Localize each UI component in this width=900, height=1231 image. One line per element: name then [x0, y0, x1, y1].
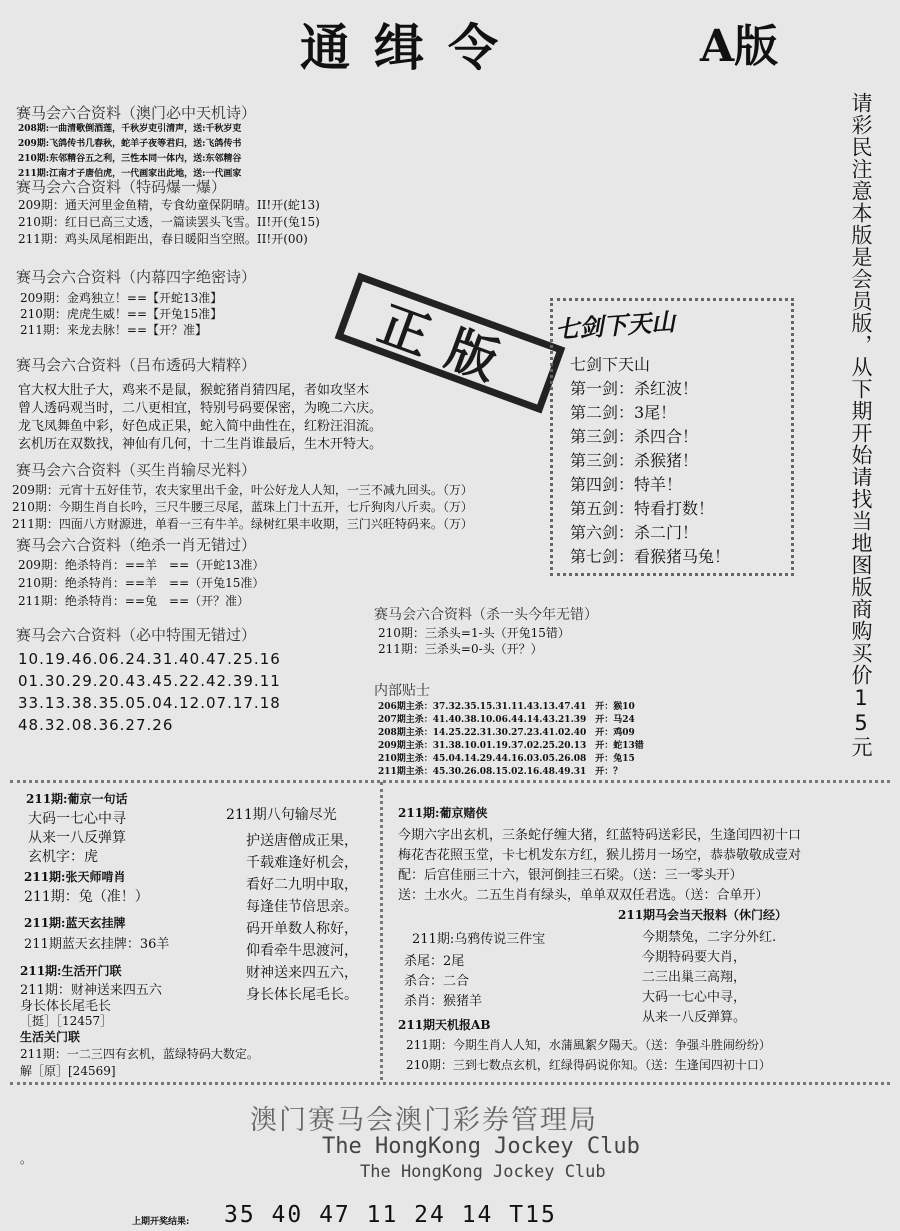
club-name: The HongKong Jockey Club [322, 1134, 640, 1159]
list-item: 看好二九明中取， [246, 877, 358, 893]
last-draw-numbers: 35 40 47 11 24 14 T15 [224, 1202, 557, 1228]
section-title-shayitou: 赛马会六合资料（杀一头今年无错） [374, 607, 598, 623]
number-row: 10.19.46.06.24.31.40.47.25.16 [18, 650, 281, 668]
list-item: ［挺］［12457］ [20, 1014, 113, 1028]
list-item: 211期：来龙去脉！==【开？准】 [20, 323, 208, 337]
list-item: 209期主杀：31.38.10.01.19.37.02.25.20.13 开：蛇13错 [378, 741, 644, 751]
list-item: 杀尾：2尾 [404, 954, 465, 969]
list-item: 今期特码要大肖， [642, 950, 747, 965]
list-item: 210期：今期生肖自长吟，三尺牛腰三尽尾，蓝珠上门十五开，七斤狗肉八斤卖。（万） [12, 500, 473, 514]
section-title-shengxiao: 赛马会六合资料（买生肖输尽光料） [16, 461, 257, 479]
section-title-duxia: 211期:葡京赌侠 [398, 806, 488, 820]
list-item: 配：后宫佳丽三十六，银河倒挂三石梁。（送：三一零头开） [398, 868, 743, 883]
list-item: 第六剑：杀二门！ [570, 523, 699, 542]
list-item: 211期:生活开门联 [20, 964, 122, 978]
list-item: 209期：金鸡独立！==【开蛇13准】 [20, 291, 223, 305]
list-item: 第五剑：特看打数！ [570, 499, 715, 518]
list-item: 身长体长尾毛长 [20, 999, 112, 1014]
list-item: 杀肖：猴猪羊 [404, 994, 483, 1009]
list-item: 210期主杀：45.04.14.29.44.16.03.05.26.08 开：兔15 [378, 754, 635, 764]
list-item: 第三剑：杀猴猪！ [570, 451, 699, 470]
list-item: 210期：三到七数点玄机，红绿得码说你知。（送：生逢闰四初十口） [406, 1058, 771, 1072]
list-item: 208期主杀：14.25.22.31.30.27.23.41.02.40 开：鸡09 [378, 728, 635, 738]
number-row: 01.30.29.20.43.45.22.42.39.11 [18, 672, 281, 690]
list-item: 211期蓝天玄挂牌：36羊 [24, 937, 170, 952]
list-item: 二三出巢三高翔， [642, 970, 747, 985]
list-item: 211期：绝杀特肖：==兔 ==（开？准） [18, 594, 250, 608]
divider [10, 1082, 890, 1085]
genuine-stamp: 正版 [335, 272, 566, 413]
number-row: 33.13.38.35.05.04.12.07.17.18 [18, 694, 281, 712]
list-item: 211期:葡京一句话 [26, 792, 128, 806]
list-item: 206期主杀：37.32.35.15.31.11.43.13.47.41 开：猴10 [378, 702, 635, 712]
list-item: 211期:江南才子唐伯虎，一代画家出此地，送:一代画家 [18, 169, 242, 179]
list-item: 209期:飞鸽传书几春秋，蛇羊子夜等君归，送:飞鸽传书 [18, 139, 242, 149]
list-item: 211期:蓝天玄挂牌 [24, 916, 126, 930]
list-item: 211期：兔（准！） [24, 889, 149, 905]
section-title-baoliao: 211期马会当天报料（休门经） [618, 908, 788, 922]
list-item: 从来一八反弹算 [28, 830, 126, 846]
divider [10, 780, 890, 783]
list-item: 211期：一二三四有玄机，蓝绿特码大数定。 [20, 1047, 259, 1061]
list-item: 第四剑：特羊！ [570, 475, 683, 494]
list-item: 210期：虎虎生威！==【开兔15准】 [20, 307, 223, 321]
list-item: 码开单数人称好， [246, 921, 358, 937]
list-item: 今期禁兔，二字分外红. [642, 930, 777, 945]
list-item: 210期:东邻精谷五之利，三性本同一体内，送:东邻精谷 [18, 154, 242, 164]
list-item: 曾人透码观当时，二八更相宜，特别号码要保密，为晚二六庆。 [18, 401, 383, 416]
list-item: 护送唐僧成正果， [246, 833, 358, 849]
list-item: 第一剑：杀红波！ [570, 379, 699, 398]
list-item: 第三剑：杀四合！ [570, 427, 699, 446]
section-title-neibu: 内部贴士 [374, 683, 430, 699]
list-item: 梅花杏花照玉堂，卡七机发东方红，猴儿捞月一场空，恭恭敬敬成壹对 [398, 848, 802, 863]
bureau-name: 澳门赛马会澳门彩券管理局 [250, 1105, 598, 1136]
club-name-secondary: The HongKong Jockey Club [360, 1162, 606, 1182]
list-item: 解［原］[24569] [20, 1064, 116, 1078]
list-item: 每逢佳节倍思亲。 [246, 899, 358, 915]
dot-mark: 。 [20, 1152, 33, 1166]
list-item: 209期：绝杀特肖：==羊 ==（开蛇13准） [18, 558, 265, 572]
section-title-tianjibao: 211期天机报AB [398, 1018, 491, 1032]
section-title-neimu: 赛马会六合资料（内幕四字绝密诗） [16, 268, 257, 286]
list-item: 生活关门联 [20, 1030, 81, 1044]
list-item: 211期：财神送来四五六 [20, 983, 162, 998]
list-item: 第二剑：3尾！ [570, 403, 677, 422]
member-notice: 请彩民注意本版是会员版，从下期开始请找当地图版商购买价15元 [849, 92, 873, 758]
list-item: 龙飞凤舞鱼中彩，好色成正果，蛇入简中曲性在，红粉汪泪流。 [18, 419, 383, 434]
list-item: 今期六字出玄机，三条蛇仔缠大猪，红蓝特码送彩民，生逢闰四初十口 [398, 828, 802, 843]
list-item: 玄机字：虎 [28, 849, 98, 865]
list-item: 211期：鸡头凤尾相距出，春日暖阳当空照。II!开(00) [18, 232, 308, 246]
list-item: 210期：红日已高三丈透，一篇读罢头飞雪。II!开(兔15) [18, 215, 320, 229]
list-item: 211期：四面八方财源进，单看一三有牛羊。绿树红果丰收期，三门兴旺特码来。（万） [12, 517, 473, 531]
section-title-tema: 赛马会六合资料（特码爆一爆） [16, 178, 227, 196]
list-item: 210期：绝杀特肖：==羊 ==（开兔15准） [18, 576, 265, 590]
list-item: 送：土水火。二五生肖有绿头，单单双双任君选。（送：合单开） [398, 888, 769, 903]
seven-sword-logo: 七剑下天山 [554, 306, 677, 345]
divider [380, 782, 383, 1080]
list-item: 211期:张天师啃肖 [24, 870, 126, 884]
list-item: 杀合：二合 [404, 974, 470, 989]
list-item: 208期:一曲清歌倒酒莲，千秋岁吏引清声，送:千秋岁吏 [18, 124, 242, 134]
section-title-baju: 211期八句输尽光 [226, 807, 337, 823]
list-item: 211期：今期生肖人人知，水蒲風絮夕陽天。（送：争强斗胜闹纷纷） [406, 1038, 771, 1052]
list-item: 207期主杀：41.40.38.10.06.44.14.43.21.39 开：马24 [378, 715, 635, 725]
list-item: 身长体长尾毛长。 [246, 987, 358, 1003]
list-item: 大码一七心中寻， [642, 990, 747, 1005]
last-draw-label: 上期开奖结果: [132, 1217, 190, 1227]
list-item: 211期：三杀头=0-头（开？） [378, 642, 543, 656]
number-row: 48.32.08.36.27.26 [18, 716, 174, 734]
list-item: 大码一七心中寻 [28, 811, 126, 827]
page-title: 通缉令 [300, 18, 522, 77]
list-item: 官大权大肚子大，鸡来不是鼠，猴蛇猪肖猜四尾，者如攻坚木 [18, 383, 370, 398]
edition-label: A版 [700, 21, 779, 72]
list-item: 第七剑：看猴猪马兔！ [570, 547, 731, 566]
list-item: 210期：三杀头=1-头（开兔15错） [378, 626, 570, 640]
section-title-juesha: 赛马会六合资料（绝杀一肖无错过） [16, 536, 257, 554]
list-item: 千载难逢好机会， [246, 855, 358, 871]
section-title-tewei: 赛马会六合资料（必中特围无错过） [16, 626, 257, 644]
list-item: 211期主杀：45.30.26.08.15.02.16.48.49.31 开：？ [378, 767, 623, 777]
section-title-tianji: 赛马会六合资料（澳门必中天机诗） [16, 104, 257, 122]
sword-heading: 七剑下天山 [570, 355, 651, 374]
list-item: 从来一八反弹算。 [642, 1010, 747, 1025]
section-title-lvbu: 赛马会六合资料（吕布透码大精粹） [16, 356, 257, 374]
list-item: 仰看牵牛思渡河， [246, 943, 358, 959]
list-item: 财神送来四五六， [246, 965, 358, 981]
list-item: 209期：元宵十五好佳节，农夫家里出千金，叶公好龙人人知，一三不减九回头。（万） [12, 483, 473, 497]
list-item: 玄机历在双数找，神仙有几何，十二生肖谁最后，生木开特大。 [18, 437, 383, 452]
section-title-wuya: 211期:乌鸦传说三件宝 [412, 932, 546, 947]
list-item: 209期：通天河里金鱼精，专食幼童保阴晴。II!开(蛇13) [18, 198, 320, 212]
